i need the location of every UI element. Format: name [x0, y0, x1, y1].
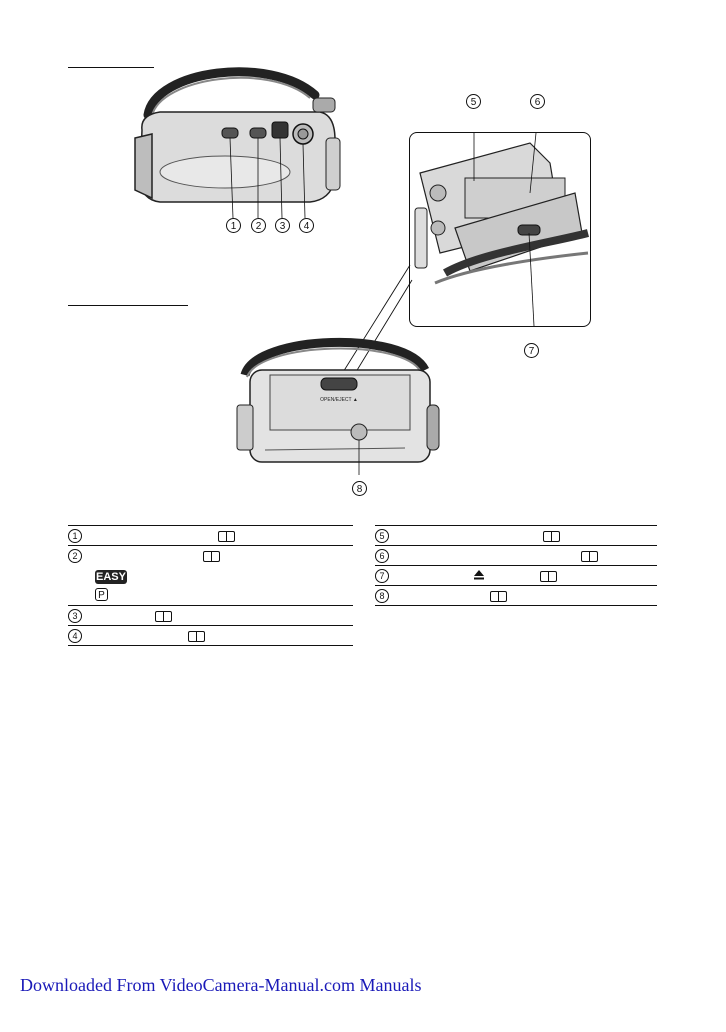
callout-6: 6 — [530, 94, 545, 109]
table-row — [68, 526, 353, 546]
book-icon — [543, 531, 560, 542]
camcorder-bottom-view-illustration — [225, 330, 445, 475]
camcorder-side-view-illustration — [130, 60, 360, 220]
row-number: 5 — [375, 529, 389, 543]
row-number: 3 — [68, 609, 82, 623]
row-number: 6 — [375, 549, 389, 563]
program-mode-icon: P — [95, 588, 108, 601]
table-row — [68, 546, 353, 606]
battery-compartment-illustration — [410, 133, 590, 326]
eject-icon — [474, 570, 484, 580]
parts-table-right — [375, 525, 657, 606]
book-icon — [540, 571, 557, 582]
table-row — [375, 586, 657, 606]
table-row — [68, 626, 353, 646]
callout-2: 2 — [251, 218, 266, 233]
table-row — [375, 546, 657, 566]
callout-4: 4 — [299, 218, 314, 233]
bottom-view-heading-underline — [68, 305, 188, 306]
callout-1: 1 — [226, 218, 241, 233]
open-eject-label: OPEN/EJECT ▲ — [320, 397, 358, 403]
callout-3: 3 — [275, 218, 290, 233]
book-icon — [155, 611, 172, 622]
row-number: 7 — [375, 569, 389, 583]
book-icon — [218, 531, 235, 542]
download-source-link[interactable]: Downloaded From VideoCamera-Manual.com Manuals — [20, 975, 422, 995]
table-row — [68, 606, 353, 626]
row-number: 1 — [68, 529, 82, 543]
easy-mode-icon: EASY — [96, 571, 126, 583]
callout-7: 7 — [524, 343, 539, 358]
row-number: 8 — [375, 589, 389, 603]
table-row — [375, 526, 657, 546]
book-icon — [490, 591, 507, 602]
parts-table-left — [68, 525, 353, 646]
book-icon — [581, 551, 598, 562]
table-row — [375, 566, 657, 586]
callout-8: 8 — [352, 481, 367, 496]
row-number: 4 — [68, 629, 82, 643]
callout-5: 5 — [466, 94, 481, 109]
book-icon — [203, 551, 220, 562]
row-number: 2 — [68, 549, 82, 563]
book-icon — [188, 631, 205, 642]
